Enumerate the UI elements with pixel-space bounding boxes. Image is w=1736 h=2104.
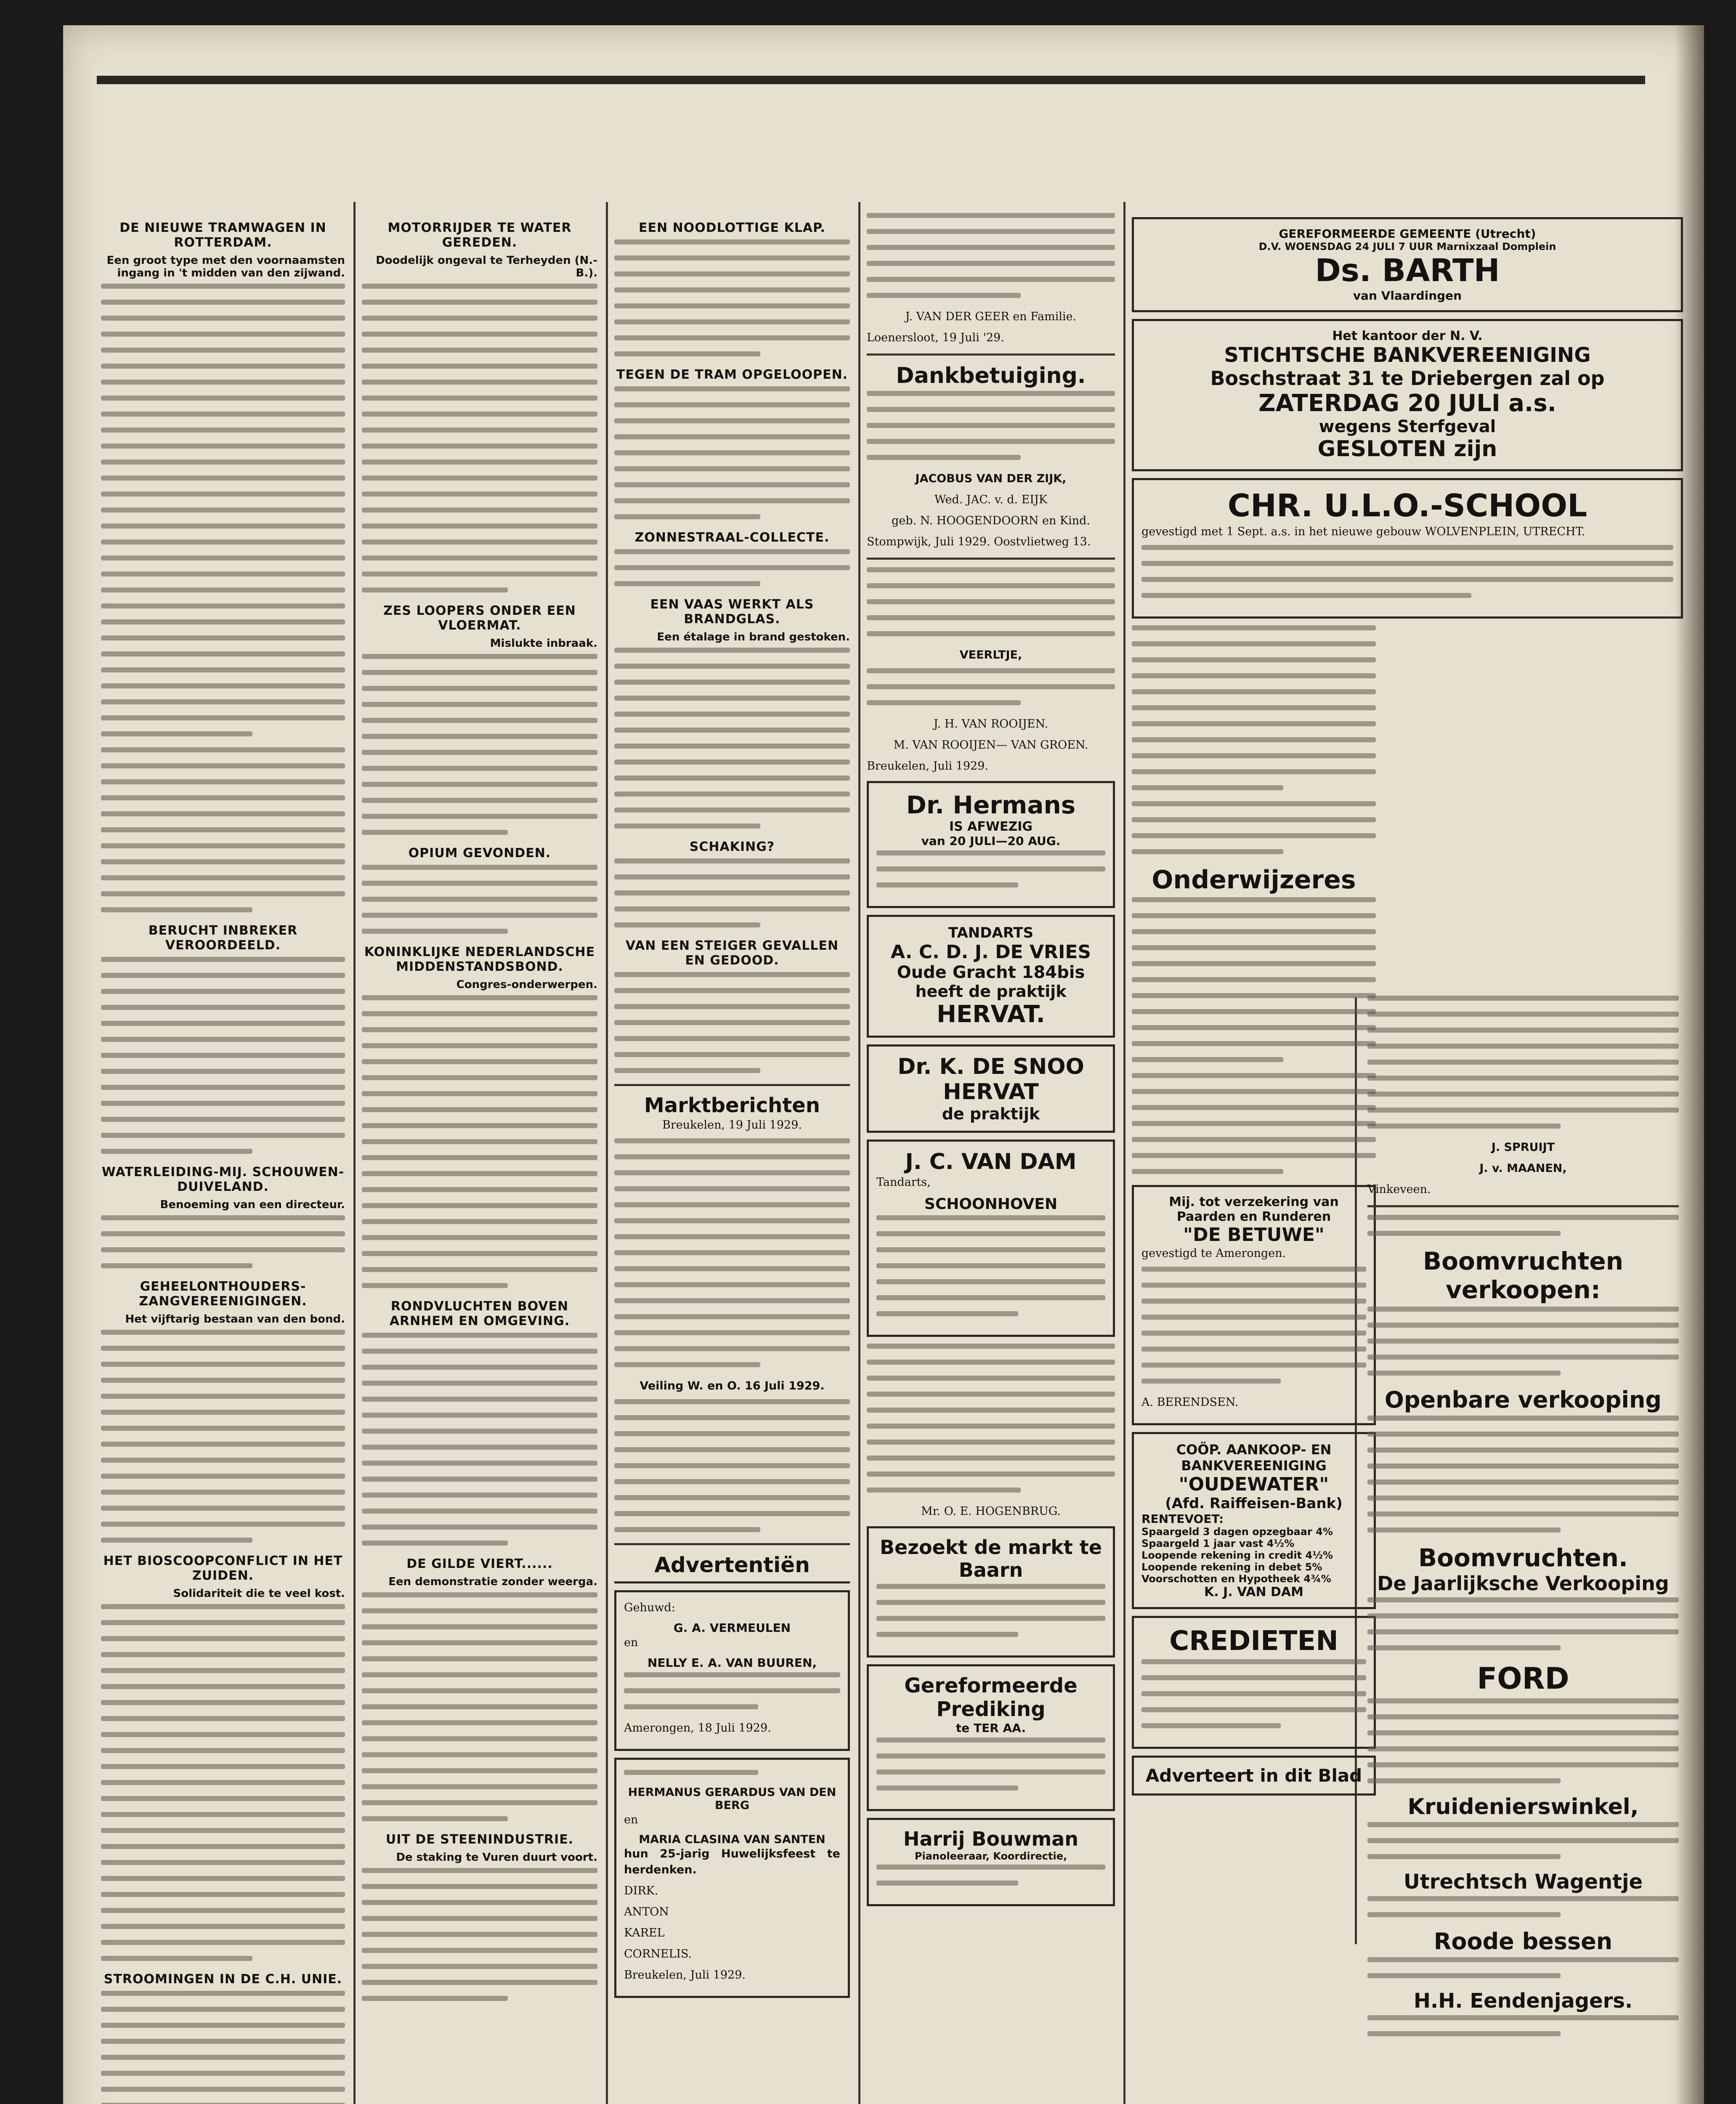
body-text [867, 1344, 1115, 1493]
subheadline: Benoeming van een directeur. [160, 1198, 345, 1211]
body-text [101, 1330, 345, 1543]
market-title: Marktberichten [644, 1094, 820, 1117]
top-border [97, 76, 1645, 84]
headline: ZONNESTRAAL-COLLECTE. [634, 530, 830, 545]
ad-name: Onderwijzeres [1152, 865, 1356, 895]
rate-row [1141, 1538, 1366, 1549]
divider [867, 353, 1115, 356]
body-text [1367, 1307, 1679, 1376]
body-text [614, 972, 850, 1073]
ad-title: TANDARTS [948, 924, 1034, 941]
column-rule [353, 202, 356, 2104]
headline: TEGEN DE TRAM OPGELOOPEN. [616, 367, 848, 382]
body-text [1141, 1659, 1366, 1728]
divider [867, 558, 1115, 560]
column-5-left [1132, 625, 1376, 1796]
divider [614, 1084, 850, 1086]
ad-betuwe [1132, 1185, 1376, 1425]
body-text [362, 1333, 597, 1546]
notice-place: Breukelen, Juli 1929. [867, 760, 988, 773]
rate-label: Voorschotten en Hypotheek [1141, 1573, 1301, 1585]
column-3 [614, 210, 850, 2005]
ad-text: Boschstraat 31 te Driebergen zal op [1210, 367, 1605, 390]
body-text [362, 995, 597, 1288]
body-text [1132, 801, 1376, 854]
body-text [624, 1672, 840, 1709]
ad-dates: van 20 JULI—20 AUG. [921, 834, 1061, 848]
anniversary-notice [614, 1758, 850, 1998]
rate-value: 4½% [1305, 1549, 1333, 1561]
body-text [1132, 897, 1376, 1062]
anniversary-and: en [624, 1813, 638, 1826]
child-name: KAREL [624, 1926, 665, 1939]
subheadline: Een étalage in brand gestoken. [657, 631, 850, 643]
advertisements-title: Advertentiën [614, 1553, 850, 1583]
marriage-notice [614, 1590, 850, 1751]
body-text [101, 747, 345, 912]
ad-desnoo [867, 1044, 1115, 1133]
ad-place: gevestigd te Amerongen. [1141, 1247, 1286, 1260]
headline: RONDVLUCHTEN BOVEN ARNHEM EN OMGEVING. [389, 1299, 570, 1328]
column-rule [1123, 202, 1125, 2104]
headline: SCHAKING? [689, 839, 775, 854]
body-text [876, 1584, 1105, 1637]
ad-name: Dr. Hermans [906, 791, 1076, 819]
body-text [624, 1770, 840, 1775]
column-rule [606, 202, 608, 2104]
body-text [867, 668, 1115, 705]
body-text [362, 1868, 597, 2001]
ad-dr-hermans [867, 781, 1115, 908]
married-label: Gehuwd: [624, 1601, 675, 1614]
ad-title: Bezoekt de markt te Baarn [879, 1536, 1102, 1581]
page-edge-shadow [1675, 25, 1704, 2104]
notice-signature: J. H. VAN ROOIJEN. [933, 717, 1049, 731]
married-name: NELLY E. A. VAN BUUREN, [647, 1656, 817, 1670]
column-4 [867, 210, 1115, 1913]
column-5 [1132, 210, 1683, 2013]
ad-text: GESLOTEN zijn [1317, 436, 1497, 462]
divider [614, 1543, 850, 1545]
rate-value: 4¾% [1303, 1573, 1331, 1585]
body-text [876, 1737, 1105, 1791]
rate-row [1141, 1549, 1366, 1561]
ad-name: "OUDEWATER" [1179, 1474, 1329, 1495]
married-name: G. A. VERMEULEN [673, 1621, 791, 1635]
body-text [362, 865, 597, 934]
body-text [614, 386, 850, 519]
ad-signature: A. BERENDSEN. [1141, 1396, 1239, 1409]
child-name: ANTON [624, 1905, 669, 1918]
ad-name: Ds. BARTH [1315, 252, 1500, 289]
ad-ulo-school [1132, 478, 1683, 619]
subheadline: De staking te Vuren duurt voort. [396, 1851, 597, 1864]
subheadline: Solidariteit die te veel kost. [173, 1587, 345, 1600]
ad-subtitle: Mij. tot verzekering van Paarden en Runderen [1169, 1195, 1339, 1224]
ad-title: Tandarts, [876, 1176, 931, 1189]
married-and: en [624, 1636, 638, 1649]
anniversary-name: MARIA CLASINA VAN SANTEN [639, 1833, 826, 1846]
ad-geref-prediking [867, 1664, 1115, 1811]
subheadline: Congres-onderwerpen. [456, 978, 597, 991]
ad-text: HERVAT [943, 1079, 1039, 1105]
ad-name: CHR. U.L.O.-SCHOOL [1227, 488, 1587, 524]
body-text [101, 957, 345, 1154]
rate-label: Loopende rekening in credit [1141, 1549, 1302, 1561]
ad-name: J. C. VAN DAM [905, 1149, 1077, 1174]
child-name: DIRK. [624, 1884, 658, 1897]
dank-signature: Wed. JAC. v. d. EIJK [934, 493, 1048, 506]
headline: WATERLEIDING-MIJ. SCHOUWEN-DUIVELAND. [101, 1165, 345, 1194]
ad-name: Openbare verkooping [1384, 1387, 1662, 1413]
body-text [1367, 1215, 1679, 1236]
subheadline: Het vijftarig bestaan van den bond. [125, 1313, 345, 1326]
rate-row [1141, 1573, 1366, 1585]
notice-signature: M. VAN ROOIJEN— VAN GROEN. [893, 739, 1088, 752]
anniversary-place: Breukelen, Juli 1929. [624, 1969, 746, 1982]
married-place: Amerongen, 18 Juli 1929. [624, 1721, 771, 1735]
notice-signature: Mr. O. E. HOGENBRUG. [921, 1505, 1061, 1518]
body-text [1132, 1073, 1376, 1174]
headline: STROOMINGEN IN DE C.H. UNIE. [104, 1972, 342, 1987]
headline: ZES LOOPERS ONDER EEN VLOERMAT. [383, 603, 576, 633]
ad-harrij-bouwman [867, 1818, 1115, 1906]
body-text [867, 567, 1115, 636]
body-text [101, 1991, 345, 2104]
ad-place: van Vlaardingen [1353, 289, 1462, 303]
body-text [101, 1604, 345, 1961]
ad-place: SCHOONHOVEN [924, 1195, 1058, 1213]
ad-credieten [1132, 1616, 1376, 1749]
ad-name: Dr. K. DE SNOO [897, 1054, 1084, 1079]
ad-subtitle: (Afd. Raiffeisen-Bank) [1165, 1495, 1343, 1512]
ad-name: CREDIETEN [1169, 1626, 1338, 1657]
rate-row [1141, 1526, 1366, 1538]
ad-name: A. C. D. J. DE VRIES [890, 941, 1091, 963]
ad-name: Roode bessen [1433, 1928, 1613, 1955]
body-text [614, 648, 850, 829]
body-text [867, 391, 1115, 460]
anniversary-name: HERMANUS GERARDUS VAN DEN BERG [628, 1786, 836, 1812]
body-text [876, 1865, 1105, 1886]
body-text [362, 1592, 597, 1821]
body-text [614, 549, 850, 586]
newspaper-page [63, 25, 1704, 2104]
column-2 [362, 210, 597, 2012]
ad-name: Boomvruchten. [1418, 1543, 1628, 1572]
headline: VAN EEN STEIGER GEVALLEN EN GEDOOD. [625, 938, 839, 968]
ad-name: Utrechtsch Wagentje [1403, 1870, 1643, 1894]
body-text [614, 858, 850, 927]
signature-place: Vinkeveen. [1367, 1183, 1431, 1196]
body-text [101, 1215, 345, 1268]
rate-value: 4% [1316, 1526, 1333, 1538]
ad-name: H.H. Eendenjagers. [1413, 1989, 1633, 2013]
ad-geref-gemeente [1132, 217, 1683, 312]
rate-value: 4½% [1266, 1538, 1295, 1549]
ad-name: Kruidenierswinkel, [1407, 1794, 1639, 1820]
headline: UIT DE STEENINDUSTRIE. [385, 1832, 574, 1847]
notice-head: VEERLTJE, [959, 648, 1022, 661]
rate-label: Loopende rekening in debet [1141, 1561, 1302, 1573]
headline: KONINKLIJKE NEDERLANDSCHE MIDDENSTANDSBOND. [364, 945, 595, 974]
ad-stichtsche-bank [1132, 319, 1683, 471]
ad-text: de praktijk [942, 1105, 1040, 1123]
thanks-signature: J. VAN DER GEER en Familie. [905, 310, 1077, 323]
body-text [1141, 1267, 1366, 1384]
ad-name: Harrij Bouwman [903, 1828, 1079, 1850]
ad-name: STICHTSCHE BANKVEREENIGING [1224, 343, 1591, 367]
divider [1367, 1205, 1679, 1207]
ad-text: heeft de praktijk [915, 982, 1067, 1001]
body-text [1367, 996, 1679, 1129]
ad-status: IS AFWEZIG [949, 819, 1033, 834]
body-text [1367, 1416, 1679, 1533]
market-dateline: Breukelen, 19 Juli 1929. [662, 1118, 802, 1132]
ad-tandarts-devries [867, 915, 1115, 1038]
ad-text: HERVAT. [937, 1001, 1045, 1028]
body-text [101, 284, 345, 736]
column-6 [1367, 993, 1679, 2047]
ad-title: COÖP. AANKOOP- EN BANKVEREENIGING [1176, 1442, 1332, 1474]
body-text [1141, 545, 1673, 598]
ad-adverteer [1132, 1756, 1376, 1796]
dank-signature: JACOBUS VAN DER ZIJK, [915, 472, 1067, 485]
body-text [1367, 1822, 1679, 1859]
ad-name: FORD [1477, 1661, 1569, 1696]
body-text [614, 239, 850, 356]
headline: OPIUM GEVONDEN. [408, 846, 551, 861]
body-text [1132, 625, 1376, 790]
ad-subtitle: gevestigd met 1 Sept. a.s. in het nieuwe gebouw WOLVENPLEIN, UTRECHT. [1141, 525, 1585, 538]
body-text [362, 654, 597, 835]
body-text [1367, 1896, 1679, 1917]
headline: EEN VAAS WERKT ALS BRANDGLAS. [650, 597, 814, 627]
headline: MOTORRIJDER TE WATER GEREDEN. [388, 220, 572, 250]
veiling-heading: Veiling W. en O. 16 Juli 1929. [640, 1379, 825, 1392]
ad-title: De Jaarlijksche Verkooping [1377, 1572, 1669, 1595]
dank-place: Stompwijk, Juli 1929. Oostvlietweg 13. [867, 535, 1091, 548]
body-text [876, 1215, 1105, 1316]
ad-title: Gereformeerde Prediking [904, 1674, 1078, 1721]
body-text [1367, 2015, 1679, 2036]
dank-title: Dankbetuiging. [896, 363, 1086, 388]
headline: BERUCHT INBREKER VEROORDEELD. [148, 923, 298, 953]
thanks-place: Loenersloot, 19 Juli '29. [867, 331, 1004, 344]
subheadline: Een groot type met den voornaamsten ingang in 't midden van den zijwand. [106, 254, 345, 279]
headline: DE GILDE VIERT...... [406, 1557, 553, 1571]
child-name: CORNELIS. [624, 1947, 692, 1961]
headline: DE NIEUWE TRAMWAGEN IN ROTTERDAM. [119, 220, 326, 250]
anniversary-line: hun 25-jarig Huwelijksfeest te herdenken. [624, 1847, 840, 1876]
ad-text: wegens Sterfgeval [1319, 417, 1496, 436]
signature: J. v. MAANEN, [1479, 1162, 1567, 1175]
body-text [1367, 1957, 1679, 1978]
ad-title: Pianoleeraar, Koordirectie, [914, 1850, 1067, 1862]
ad-name: Boomvruchten verkoopen: [1423, 1247, 1624, 1304]
rate-row [1141, 1561, 1366, 1573]
rate-label: Spaargeld 1 jaar vast [1141, 1538, 1264, 1549]
ad-name: "DE BETUWE" [1183, 1224, 1325, 1246]
subheadline: Doodelijk ongeval te Terheyden (N.-B.). [376, 254, 597, 279]
subheadline: Mislukte inbraak. [490, 637, 597, 650]
ad-vandam [867, 1140, 1115, 1337]
body-text [1367, 1698, 1679, 1783]
headline: HET BIOSCOOPCONFLICT IN HET ZUIDEN. [103, 1554, 343, 1583]
ad-address: Oude Gracht 184bis [897, 963, 1085, 982]
body-text [614, 1399, 850, 1532]
rate-label: Spaargeld 3 dagen opzegbaar [1141, 1526, 1312, 1538]
ad-title: GEREFORMEERDE GEMEENTE (Utrecht) [1279, 227, 1536, 241]
ad-markt-baarn [867, 1526, 1115, 1658]
ad-date: ZATERDAG 20 JULI a.s. [1258, 390, 1556, 417]
ad-text: Het kantoor der N. V. [1332, 329, 1483, 343]
ad-place: te TER AA. [956, 1721, 1026, 1735]
body-text [614, 1138, 850, 1367]
headline: GEHEELONTHOUDERS-ZANGVEREENIGINGEN. [139, 1279, 307, 1309]
subheadline: Een demonstratie zonder weerga. [388, 1575, 597, 1588]
signature: J. SPRUIJT [1491, 1141, 1555, 1154]
ad-subtitle: D.V. WOENSDAG 24 JULI 7 UUR Marnixzaal Domplein [1258, 241, 1556, 252]
rate-value: 5% [1305, 1561, 1322, 1573]
body-text [876, 850, 1105, 887]
body-text [362, 284, 597, 592]
column-rule [858, 202, 860, 2104]
ad-text: Adverteert in dit Blad [1145, 1765, 1362, 1786]
headline: EEN NOODLOTTIGE KLAP. [639, 220, 826, 235]
rates-title: RENTEVOET: [1141, 1512, 1224, 1526]
body-text [1367, 1597, 1679, 1650]
column-1 [101, 210, 345, 2104]
ad-coop-bank [1132, 1432, 1376, 1609]
dank-signature: geb. N. HOOGENDOORN en Kind. [892, 514, 1090, 527]
body-text [867, 213, 1115, 298]
ad-signature: K. J. VAN DAM [1204, 1585, 1303, 1599]
